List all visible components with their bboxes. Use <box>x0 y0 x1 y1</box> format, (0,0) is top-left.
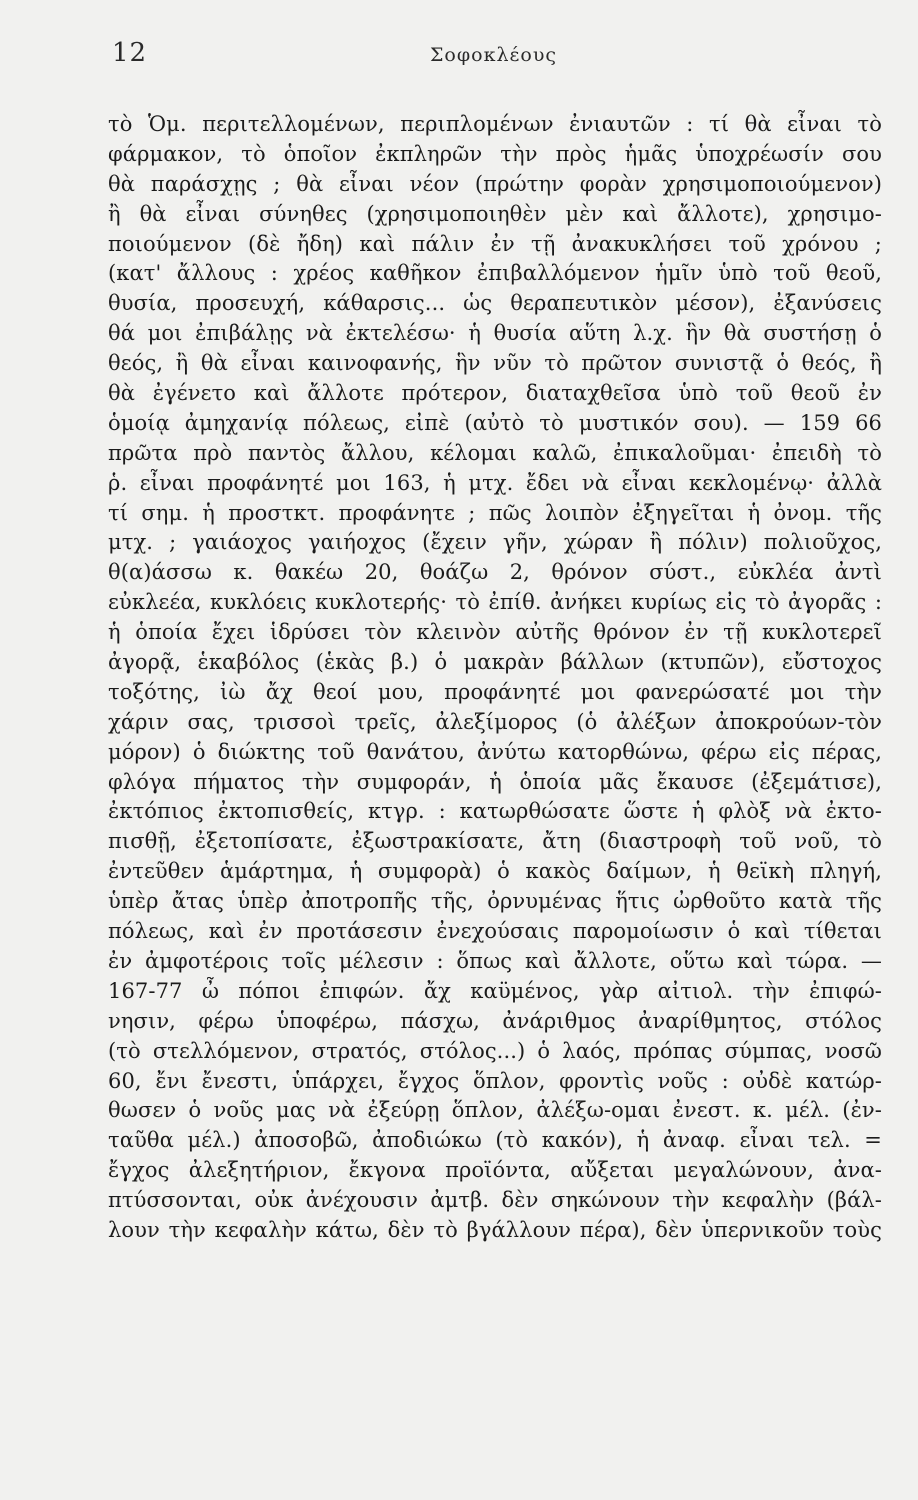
text-line: ἐν ἀμφοτέροις τοῖς μέλεσιν : ὅπως καὶ ἄλλοτε, οὕτω καὶ τώρα. — <box>108 948 882 973</box>
text-line: εὐκλεέα, κυκλόεις κυκλοτερής· τὸ ἐπίθ. ἀνήκει κυρίως εἰς τὸ ἀγορᾶς : <box>108 590 882 615</box>
text-line: ἀγορᾷ, ἑκαβόλος (ἑκὰς β.) ὁ μακρὰν βάλλων (κτυπῶν), εὔστοχος <box>108 650 882 675</box>
text-line: ἡ ὁποία ἔχει ἱδρύσει τὸν κλεινὸν αὐτῆς θρόνον ἐν τῇ κυκλοτερεῖ <box>108 620 882 645</box>
text-line: πρῶτα πρὸ παντὸς ἄλλου, κέλομαι καλῶ, ἐπικαλοῦμαι· ἐπειδὴ τὸ <box>108 440 882 465</box>
running-title: Σοφοκλέους <box>430 44 558 66</box>
text-line: (κατ' ἄλλους : χρέος καθῆκον ἐπιβαλλόμενον ἡμῖν ὑπὸ τοῦ θεοῦ, <box>108 261 882 286</box>
text-line: ἐντεῦθεν ἁμάρτημα, ἡ συμφορὰ) ὁ κακὸς δαίμων, ἡ θεϊκὴ πληγή, <box>108 859 882 884</box>
text-line: μόρον) ὁ διώκτης τοῦ θανάτου, ἀνύτω κατορθώνω, φέρω εἰς πέρας, <box>108 739 882 764</box>
text-line: λουν τὴν κεφαλὴν κάτω, δὲν τὸ βγάλλουν πέρα), δὲν ὑπερνικοῦν τοὺς <box>108 1217 882 1242</box>
text-line: πόλεως, καὶ ἐν προτάσεσιν ἐνεχούσαις παρομοίωσιν ὁ καὶ τίθεται <box>108 919 882 944</box>
text-line: ὁμοίᾳ ἀμηχανίᾳ πόλεως, εἰπὲ (αὐτὸ τὸ μυστικόν σου). — 159 66 <box>108 410 882 435</box>
text-line: θωσεν ὁ νοῦς μας νὰ ἐξεύρῃ ὅπλον, ἀλέξω-ομαι ἐνεστ. κ. μέλ. (ἐν- <box>108 1098 882 1123</box>
text-line: ταῦθα μέλ.) ἀποσοβῶ, ἀποδιώκω (τὸ κακόν), ἡ ἀναφ. εἶναι τελ. = <box>108 1128 882 1153</box>
text-line: τί σημ. ἡ προστκτ. προφάνητε ; πῶς λοιπὸν ἐξηγεῖται ἡ ὀνομ. τῆς <box>108 500 882 525</box>
text-line: ῥ. εἶναι προφάνητέ μοι 163, ἡ μτχ. ἔδει νὰ εἶναι κεκλομένῳ· ἀλλὰ <box>108 470 882 495</box>
text-line: θυσία, προσευχή, κάθαρσις... ὡς θεραπευτικὸν μέσον), ἐξανύσεις <box>108 291 882 316</box>
text-line: θά μοι ἐπιβάλῃς νὰ ἐκτελέσω· ἡ θυσία αὕτη λ.χ. ἣν θὰ συστήσῃ ὁ <box>108 321 882 346</box>
text-line: 60, ἔνι ἔνεστι, ὑπάρχει, ἔγχος ὅπλον, φροντὶς νοῦς : οὐδὲ κατώρ- <box>108 1068 882 1093</box>
text-line: μτχ. ; γαιάοχος γαιήοχος (ἔχειν γῆν, χώραν ἢ πόλιν) πολιοῦχος, <box>108 530 882 555</box>
text-line: θ(α)άσσω κ. θακέω 20, θοάζω 2, θρόνον σύστ., εὐκλέα ἀντὶ <box>108 560 882 585</box>
text-line: νησιν, φέρω ὑποφέρω, πάσχω, ἀνάριθμος ἀναρίθμητος, στόλος <box>108 1008 882 1033</box>
page-number: 12 <box>112 38 148 68</box>
text-line: ἢ θὰ εἶναι σύνηθες (χρησιμοποιηθὲν μὲν καὶ ἄλλοτε), χρησιμο- <box>108 201 882 226</box>
text-line: ἔγχος ἀλεξητήριον, ἔκγονα προϊόντα, αὔξεται μεγαλώνουν, ἀνα- <box>108 1158 882 1183</box>
text-line: ποιούμενον (δὲ ἤδη) καὶ πάλιν ἐν τῇ ἀνακυκλήσει τοῦ χρόνου ; <box>108 231 882 256</box>
page-header <box>112 38 882 78</box>
text-line: τὸ Ὁμ. περιτελλομένων, περιπλομένων ἐνιαυτῶν : τί θὰ εἶναι τὸ <box>108 112 882 136</box>
text-line: ὑπὲρ ἄτας ὑπὲρ ἀποτροπῆς τῆς, ὀρνυμένας ἥτις ὠρθοῦτο κατὰ τῆς <box>108 889 882 914</box>
text-line: τοξότης, ἰὼ ἄχ θεοί μου, προφάνητέ μοι φανερώσατέ μοι τὴν <box>108 679 882 704</box>
text-line: (τὸ στελλόμενον, στρατός, στόλος...) ὁ λαός, πρόπας σύμπας, νοσῶ <box>108 1038 882 1063</box>
text-line: φάρμακον, τὸ ὁποῖον ἐκπληρῶν τὴν πρὸς ἡμᾶς ὑποχρέωσίν σου <box>108 141 882 166</box>
text-line: θὰ ἐγένετο καὶ ἄλλοτε πρότερον, διαταχθεῖσα ὑπὸ τοῦ θεοῦ ἐν <box>108 381 882 406</box>
text-line: χάριν σας, τρισσοὶ τρεῖς, ἀλεξίμορος (ὁ ἀλέξων ἀποκρούων-τὸν <box>108 709 882 734</box>
text-line: φλόγα πήματος τὴν συμφοράν, ἡ ὁποία μᾶς ἔκαυσε (ἐξεμάτισε), <box>108 769 882 794</box>
text-line: ἐκτόπιος ἐκτοπισθείς, κτγρ. : κατωρθώσατε ὥστε ἡ φλὸξ νὰ ἐκτο- <box>108 799 882 824</box>
commentary-text <box>108 110 882 1246</box>
text-line: πτύσσονται, οὐκ ἀνέχουσιν ἀμτβ. δὲν σηκώνουν τὴν κεφαλὴν (βάλ- <box>108 1188 882 1213</box>
text-line: θεός, ἢ θὰ εἶναι καινοφανής, ἣν νῦν τὸ πρῶτον συνιστᾷ ὁ θεός, ἢ <box>108 351 882 376</box>
text-line: θὰ παράσχῃς ; θὰ εἶναι νέον (πρώτην φορὰν χρησιμοποιούμενον) <box>108 171 882 196</box>
text-line: πισθῇ, ἐξετοπίσατε, ἐξωστρακίσατε, ἄτη (διαστροφὴ τοῦ νοῦ, τὸ <box>108 829 882 854</box>
text-line: 167-77 ὦ πόποι ἐπιφών. ἄχ καϋμένος, γὰρ αἰτιολ. τὴν ἐπιφώ- <box>108 978 882 1003</box>
